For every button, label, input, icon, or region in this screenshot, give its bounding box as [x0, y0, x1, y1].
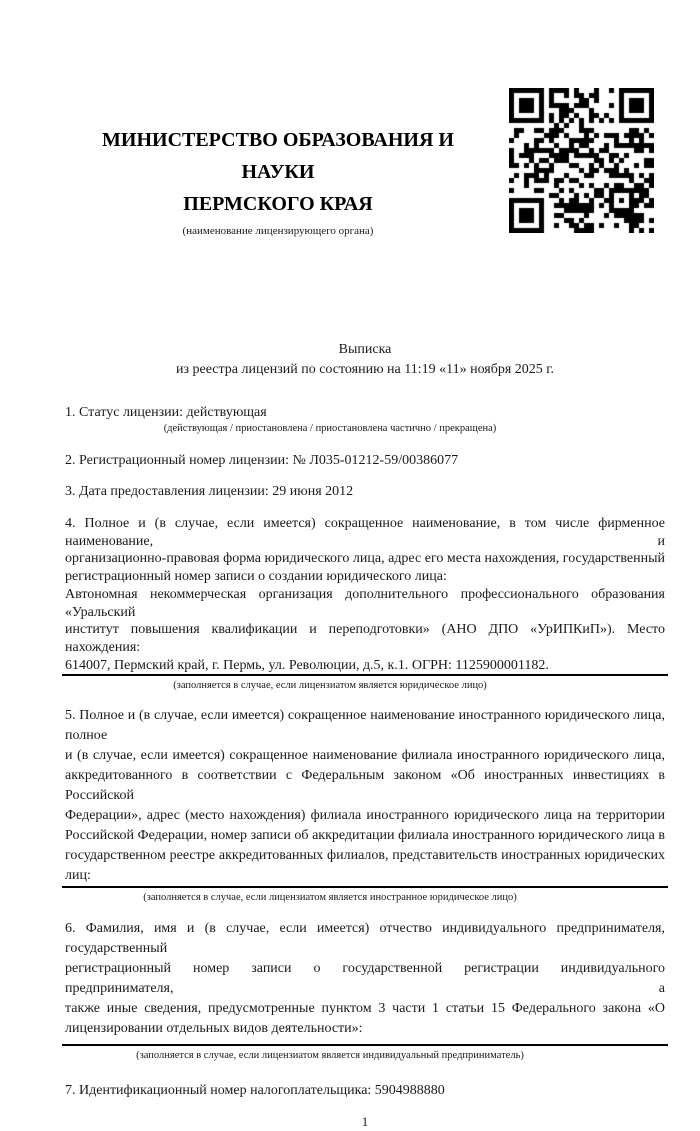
text-line: и (в случае, если имеется) сокращенное наименование филиала иностранного юридического лица, [65, 748, 665, 764]
issuing-authority-name [65, 124, 491, 220]
issuing-authority-header [65, 124, 491, 238]
content-column [65, 0, 665, 1131]
text-line: институт повышения квалификации и переподготовки» (АНО ДПО «УрИПКиП»). Место нахождения: [65, 622, 665, 655]
text-line: государственном реестре аккредитованных филиалов, представительств иностранных юридических лиц: [65, 848, 665, 884]
text-line: Российской Федерации, номер записи об аккредитации филиала иностранного юридического лица в [65, 828, 665, 844]
field-license-status-caption: (действующая / приостановлена / приостановлена частично / прекращена) [163, 423, 497, 434]
document-title-line2: из реестра лицензий по состоянию на 11:19 «11» ноября 2025 г. [176, 362, 554, 377]
text-line: Автономная некоммерческая организация дополнительного профессионального образования «Уральский [65, 586, 665, 620]
field-registration-number: 2. Регистрационный номер лицензии: № Л035-01212-59/00386077 [65, 453, 459, 468]
field-taxpayer-id: 7. Идентификационный номер налогоплательщика: 5904988880 [65, 1083, 445, 1099]
text-line: 4. Полное и (в случае, если имеется) сокращенное наименование, в том числе фирменное наименование, и [65, 516, 665, 549]
text-line: Федерации», адрес (место нахождения) филиала иностранного юридического лица на территории [65, 808, 665, 824]
text-line: 6. Фамилия, имя и (в случае, если имеется) отчество индивидуального предпринимателя, государственный [65, 921, 665, 957]
separator-rule-individual-entrepreneur [62, 1044, 668, 1046]
separator-rule-legal-entity [62, 674, 668, 676]
issuing-authority-caption: (наименование лицензирующего органа) [182, 225, 374, 237]
text-line: 614007, Пермский край, г. Пермь, ул. Революции, д.5, к.1. ОГРН: 1125900001182. [65, 657, 549, 673]
text-line: организационно-правовая форма юридического лица, адрес его места нахождения, государственный [65, 551, 665, 567]
field-foreign-entity-label [65, 706, 665, 886]
field-legal-entity-label [65, 515, 665, 586]
text-line: лицензировании отдельных видов деятельности»: [65, 1021, 363, 1037]
separator-rule-foreign-entity [62, 886, 668, 888]
document-title-line1: Выписка [338, 342, 392, 357]
field-foreign-entity-caption: (заполняется в случае, если лицензиатом является иностранное юридическое лицо) [143, 892, 517, 904]
text-line: регистрационный номер записи о государственной регистрации индивидуального предпринимателя, а [65, 961, 665, 997]
issuing-authority-name-line1: МИНИСТЕРСТВО ОБРАЗОВАНИЯ И НАУКИ [102, 129, 454, 183]
field-individual-entrepreneur-caption: (заполняется в случае, если лицензиатом является индивидуальный предприниматель) [136, 1050, 524, 1062]
field-legal-entity-caption: (заполняется в случае, если лицензиатом является юридическое лицо) [173, 680, 487, 692]
field-license-status: 1. Статус лицензии: действующая [65, 405, 267, 420]
field-legal-entity-value [65, 586, 665, 675]
text-line: аккредитованного в соответствии с Федеральным законом «Об иностранных инвестициях в Российской [65, 768, 665, 804]
field-individual-entrepreneur-label [65, 919, 665, 1039]
page-number: 1 [361, 1114, 369, 1130]
text-line: регистрационный номер записи о создании юридического лица: [65, 569, 447, 585]
issuing-authority-name-line2: ПЕРМСКОГО КРАЯ [183, 193, 373, 215]
text-line: 5. Полное и (в случае, если имеется) сокращенное наименование иностранного юридического лица, полное [65, 708, 665, 744]
field-grant-date: 3. Дата предоставления лицензии: 29 июня 2012 [65, 484, 354, 499]
text-line: также иные сведения, предусмотренные пунктом 3 части 1 статьи 15 Федерального закона «О [65, 1001, 665, 1017]
document-title [65, 340, 665, 380]
